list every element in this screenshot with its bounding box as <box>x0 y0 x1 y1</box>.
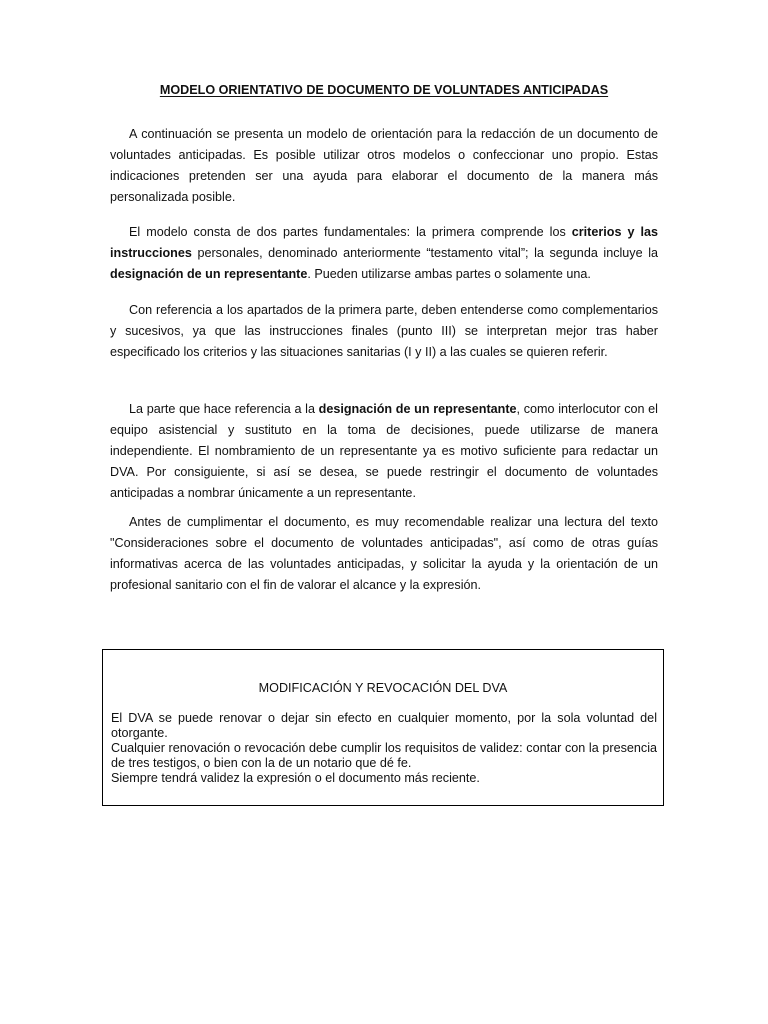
paragraph-structure-text-e: . Pueden utilizarse ambas partes o solamente una. <box>307 267 591 281</box>
bold-criterios-instrucciones: criterios y las instrucciones <box>110 225 658 260</box>
paragraph-before-container <box>110 512 658 596</box>
paragraph-before: Antes de cumplimentar el documento, es muy recomendable realizar una lectura del texto "Consideraciones sobre el documento de voluntades anticipadas", así como de otras guías informativas acerca de las voluntades anticipadas, y solicitar la ayuda y la orientación de un profesional sanitario con el fin de valorar el alcance y la expresión. <box>110 515 658 592</box>
paragraph-structure-text-a: El modelo consta de dos partes fundamentales: la primera comprende los <box>129 225 572 239</box>
paragraph-sections-container <box>110 300 658 363</box>
paragraph-representative-text-a: La parte que hace referencia a la <box>129 402 319 416</box>
bold-designacion-representante-2: designación de un representante <box>318 402 517 416</box>
document-title: MODELO ORIENTATIVO DE DOCUMENTO DE VOLUNTADES ANTICIPADAS <box>159 83 609 97</box>
box-text <box>111 711 657 786</box>
modification-revocation-box <box>102 649 664 806</box>
paragraph-intro-container <box>110 124 658 208</box>
paragraph-representative-text-c: , como interlocutor con el equipo asistencial y sustituto en la toma de decisiones, puede utilizarse de manera independiente. El nombramiento de un representante ya es motivo suficiente para redactar un DVA. Por consiguiente, si así se desea, se puede restringir el documento de voluntades anticipadas a nombrar únicamente a un representante. <box>110 402 658 500</box>
paragraph-structure <box>110 222 658 285</box>
box-title: MODIFICACIÓN Y REVOCACIÓN DEL DVA <box>258 681 508 695</box>
box-line-renew: El DVA se puede renovar o dejar sin efecto en cualquier momento, por la sola voluntad del otorgante. <box>111 711 657 740</box>
paragraph-representative <box>110 399 658 504</box>
paragraph-representative-container <box>110 399 658 504</box>
paragraph-structure-container <box>110 222 658 285</box>
bold-designacion-representante: designación de un representante <box>110 267 308 281</box>
paragraph-intro: A continuación se presenta un modelo de orientación para la redacción de un documento de voluntades anticipadas. Es posible utilizar otros modelos o confeccionar uno propio. Estas indicaciones pretenden ser una ayuda para elaborar el documento de la manera más personalizada posible. <box>110 127 658 204</box>
paragraph-structure-text-c: personales, denominado anteriormente “testamento vital”; la segunda incluye la <box>191 246 658 260</box>
paragraph-sections: Con referencia a los apartados de la primera parte, deben entenderse como complementarios y sucesivos, ya que las instrucciones finales (punto III) se interpretan mejor tras haber especificado los criterios y las situaciones sanitarias (I y II) a las cuales se quieren referir. <box>110 303 658 359</box>
box-line-validity: Cualquier renovación o revocación debe cumplir los requisitos de validez: contar con la presencia de tres testigos, o bien con la de un notario que dé fe. <box>111 741 657 770</box>
box-line-latest: Siempre tendrá validez la expresión o el documento más reciente. <box>111 771 480 785</box>
